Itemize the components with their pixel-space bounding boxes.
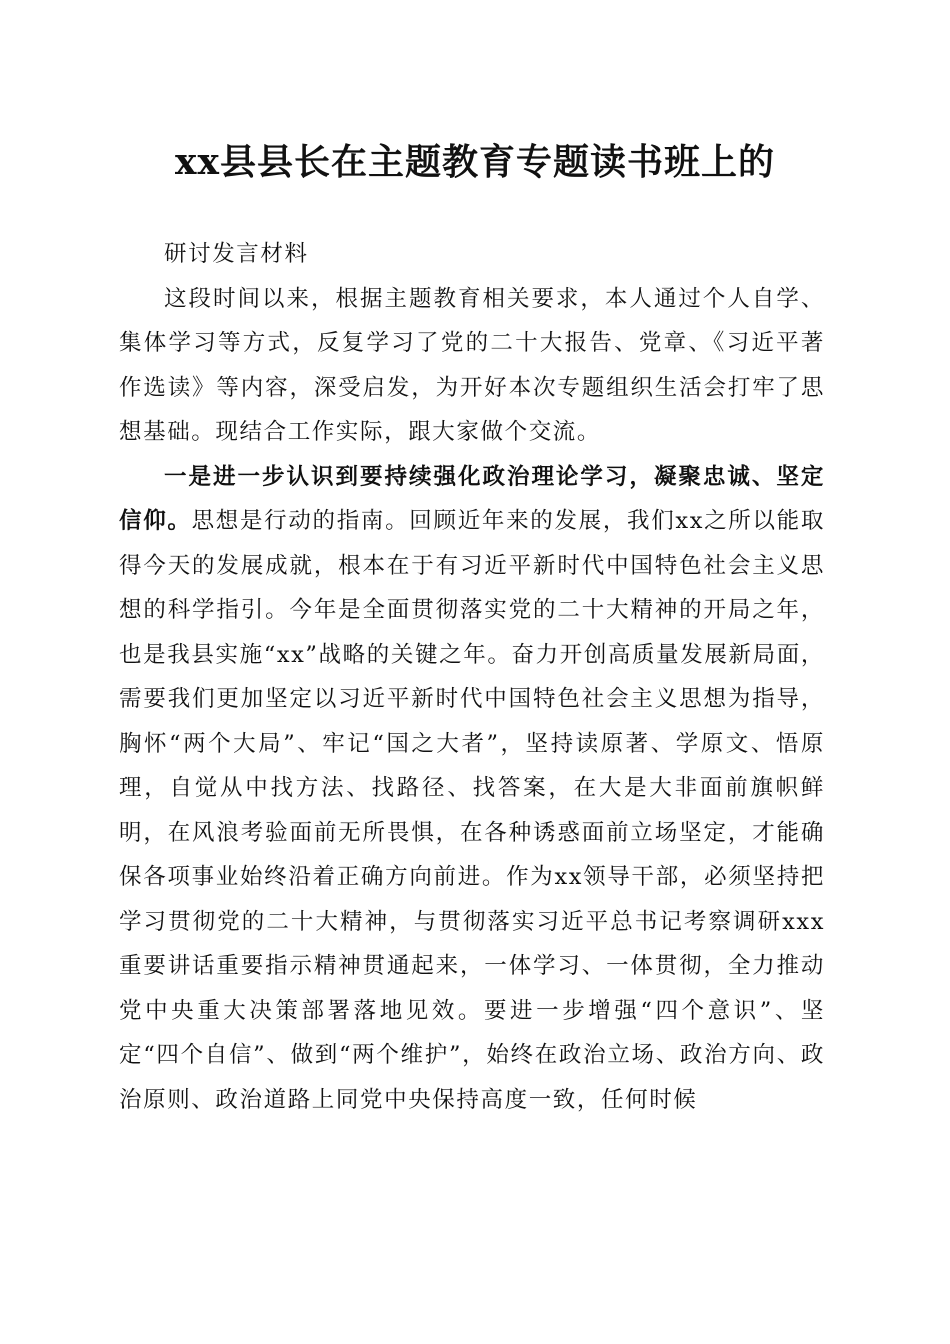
document-title: xx县县长在主题教育专题读书班上的 <box>175 141 775 183</box>
paragraph-intro <box>119 277 825 455</box>
document-body <box>119 232 825 1122</box>
paragraph-point-one-text: 思想是行动的指南。回顾近年来的发展，我们xx之所以能取得今天的发展成就，根本在于有习近平新时代中国特色社会主义思想的科学指引。今年是全面贯彻落实党的二十大精神的开局之年，也是我县实施“xx”战略的关键之年。奋力开创高质量发展新局面，需要我们更加坚定以习近平新时代中国特色社会主义思想为指导，胸怀“两个大局”、牢记“国之大者”，坚持读原著、学原文、悟原理，自觉从中找方法、找路径、找答案，在大是大非面前旗帜鲜明，在风浪考验面前无所畏惧，在各种诱惑面前立场坚定，才能确保各项事业始终沿着正确方向前进。作为xx领导干部，必须坚持把学习贯彻党的二十大精神，与贯彻落实习近平总书记考察调研xxx重要讲话重要指示精神贯通起来，一体学习、一体贯彻，全力推动党中央重大决策部署落地见效。要进一步增强“四个意识”、坚定“四个自信”、做到“两个维护”，始终在政治立场、政治方向、政治原则、政治道路上同党中央保持高度一致，任何时候 <box>119 508 825 1113</box>
document-subtitle: 研讨发言材料 <box>164 241 309 267</box>
paragraph-point-one <box>119 455 825 1123</box>
paragraph-intro-text: 这段时间以来，根据主题教育相关要求，本人通过个人自学、集体学习等方式，反复学习了党的二十大报告、党章、《习近平著作选读》等内容，深受启发，为开好本次专题组织生活会打牢了思想基础。现结合工作实际，跟大家做个交流。 <box>119 285 825 445</box>
paragraph-point-one-heading: 一是进一步认识到要持续强化政治理论学习，凝聚忠诚、坚定信仰。 <box>119 463 825 534</box>
